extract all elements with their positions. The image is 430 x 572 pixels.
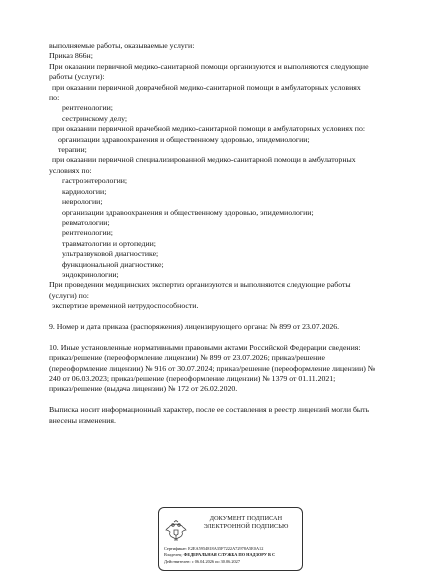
document-line: При проведении медицинских экспертиз организуются и выполняются следующие работы	[49, 280, 351, 290]
document-line: условиях по:	[49, 165, 92, 175]
owner-label: Владелец:	[164, 552, 183, 558]
document-line: Выписка носит информационный характер, после ее составления в реестр лицензий могли быть	[49, 405, 370, 415]
document-line: работы (услуги):	[49, 72, 105, 82]
document-line: сестринскому делу;	[62, 113, 128, 123]
stamp-title-line1: ДОКУМЕНТ ПОДПИСАН	[209, 515, 283, 522]
document-line: неврологии;	[62, 197, 103, 207]
document-line: функциональной диагностике;	[62, 259, 164, 269]
electronic-signature-stamp	[158, 507, 303, 571]
document-line: рентгенологии;	[62, 103, 113, 113]
document-line: ультразвуковой диагностике;	[62, 249, 159, 259]
stamp-validity	[164, 559, 301, 565]
document-line: организации здравоохранения и общественному здоровью, эпидемиологии;	[62, 207, 314, 217]
document-line: приказ/решение (выдача лицензии) № 172 от 26.02.2020.	[49, 384, 238, 394]
document-line: 240 от 06.03.2023; приказ/решение (переоформление лицензии) № 1379 от 01.11.2021;	[49, 373, 336, 383]
validity-label: Действителен:	[164, 558, 191, 564]
document-line: (услуги) по:	[49, 290, 89, 300]
stamp-meta	[164, 546, 301, 565]
document-line: внесены изменения.	[49, 415, 116, 425]
document-line: (переоформление лицензии) № 916 от 30.07.2024; приказ/решение (переоформление лицензии) №	[49, 363, 376, 373]
document-line: при оказании первичной доврачебной медико-санитарной помощи в амбулаторных условиях	[52, 82, 361, 92]
document-line: эндокринологии;	[62, 269, 119, 279]
certificate-value: E2EA5954818A35F7222A72978A5E0A12	[188, 546, 264, 551]
stamp-title-line2: ЭЛЕКТРОННОЙ ПОДПИСЬЮ	[203, 523, 289, 530]
paragraph-gap	[49, 312, 389, 322]
double-headed-eagle-icon	[164, 519, 188, 543]
document-line: кардиологии;	[62, 186, 107, 196]
document-line: терапии;	[58, 145, 87, 155]
document-line: выполняемые работы, оказываемые услуги:	[49, 41, 195, 50]
paragraph-gap	[49, 332, 389, 342]
document-line: 9. Номер и дата приказа (распоряжения) лицензирующего органа: № 899 от 23.07.2026.	[49, 321, 340, 331]
document-line: экспертизе временной нетрудоспособности.	[52, 301, 199, 311]
document-body	[49, 41, 389, 426]
document-line: гастроэнтерологии;	[62, 176, 128, 186]
validity-value: с 06.04.2026 по 30.06.2027	[191, 558, 240, 564]
owner-value: ФЕДЕРАЛЬНАЯ СЛУЖБА ПО НАДЗОРУ В С	[183, 552, 276, 558]
document-line: при оказании первичной специализированной медико-санитарной помощи в амбулаторных	[52, 155, 356, 165]
document-line: рентгенологии;	[62, 228, 113, 238]
document-line: по:	[49, 93, 60, 103]
certificate-label: Сертификат:	[164, 546, 188, 551]
paragraph-gap	[49, 395, 389, 405]
document-line: организации здравоохранения и общественному здоровью, эпидемиологии;	[58, 134, 310, 144]
document-line: 10. Иные установленные нормативными правовыми актами Российской Федерации сведения:	[49, 342, 361, 352]
document-line: При оказании первичной медико-санитарной помощи организуются и выполняются следующие	[49, 61, 369, 71]
document-line: травматологии и ортопедии;	[62, 238, 156, 248]
document-line: приказ/решение (переоформление лицензии) № 899 от 23.07.2026; приказ/решение	[49, 353, 325, 363]
document-line: Приказ 866н;	[49, 51, 93, 61]
stamp-title	[191, 515, 301, 531]
document-line: при оказании первичной врачебной медико-санитарной помощи в амбулаторных условиях по:	[52, 124, 366, 134]
document-line: ревматологии;	[62, 217, 110, 227]
